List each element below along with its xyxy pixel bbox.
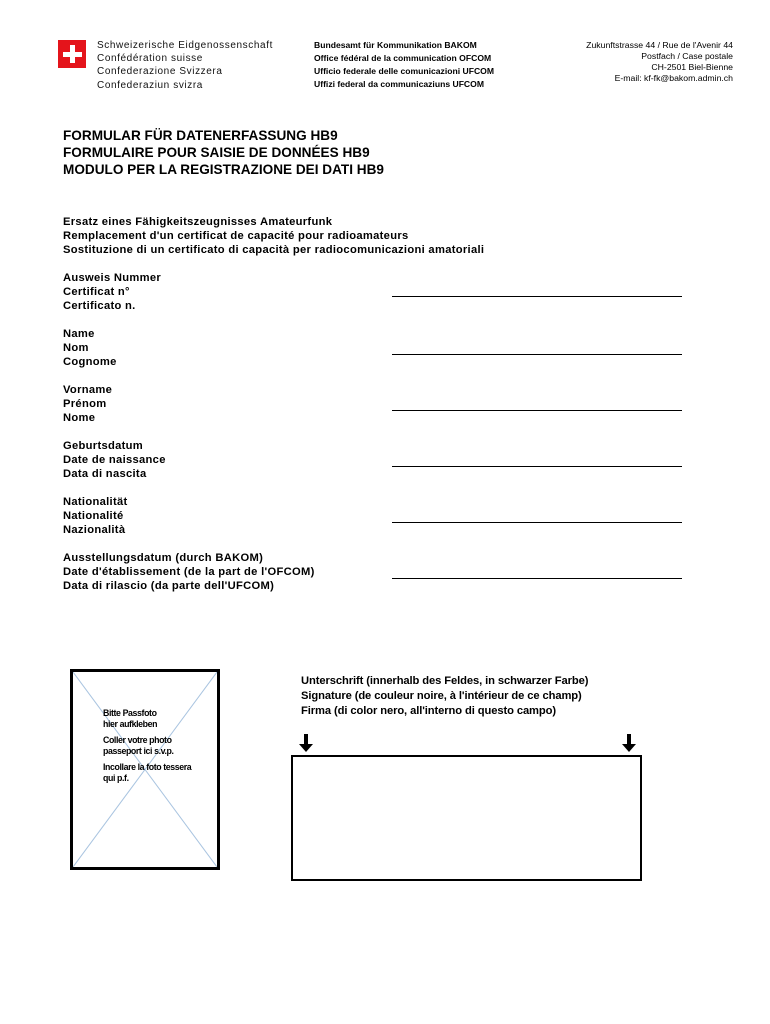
label-line: Ausstellungsdatum (durch BAKOM) [63,552,264,564]
office-address [586,40,733,84]
photo-instruction-it [103,762,191,783]
label-line: Cognome [63,356,117,368]
label-line: Date de naissance [63,454,166,466]
confederation-line: Confederaziun svizra [97,79,203,91]
label-line: Certificato n. [63,300,136,312]
label-line: Name [63,328,95,340]
title-line: MODULO PER LA REGISTRAZIONE DEI DATI HB9 [63,162,384,177]
confederation-name [97,39,273,92]
signature-instruction-line: Unterschrift (innerhalb des Feldes, in schwarzer Farbe) [301,675,589,687]
instruction-line: passeport ici s.v.p. [103,745,174,756]
confederation-line: Confederazione Svizzera [97,66,223,78]
subtitle-line: Sostituzione di un certificato di capacità per radiocomunicazioni amatoriali [63,244,485,256]
first-name-field[interactable] [392,410,682,411]
email-link[interactable]: E-mail: kf-fk@bakom.admin.ch [614,73,733,84]
address-line: Zukunftstrasse 44 / Rue de l'Avenir 44 [586,40,733,50]
label-line: Nome [63,412,96,424]
label-line: Vorname [63,384,113,396]
field-label-name [63,327,117,369]
label-line: Nationalité [63,510,124,522]
arrow-down-icon [620,733,638,753]
label-line: Nom [63,342,89,354]
label-line: Date d'établissement (de la part de l'OFCOM) [63,566,315,578]
office-line: Bundesamt für Kommunikation BAKOM [314,40,477,50]
issue-date-field[interactable] [392,578,682,579]
field-label-issue-date [63,551,315,593]
label-line: Certificat n° [63,286,130,298]
photo-instruction-fr [103,735,191,756]
instruction-line: Incollare la foto tessera [103,762,192,773]
title-line: FORMULAIRE POUR SAISIE DE DONNÉES HB9 [63,145,370,160]
subtitle-line: Ersatz eines Fähigkeitszeugnisses Amateurfunk [63,216,333,228]
field-label-certificate-number [63,271,161,313]
instruction-line: Bitte Passfoto [103,708,157,718]
confederation-line: Confédération suisse [97,53,203,65]
nationality-field[interactable] [392,522,682,523]
field-label-first-name [63,383,112,425]
form-subtitle [63,215,484,257]
arrow-down-icon [297,733,315,753]
address-line: CH-2501 Biel-Bienne [651,62,733,73]
field-label-birth-date [63,439,166,481]
signature-instructions [301,674,588,719]
title-line: FORMULAR FÜR DATENERFASSUNG HB9 [63,128,338,143]
instruction-line: hier aufkleben [103,718,158,729]
name-field[interactable] [392,354,682,355]
confederation-line: Schweizerische Eidgenossenschaft [97,40,273,51]
subtitle-line: Remplacement d'un certificat de capacité pour radioamateurs [63,230,409,242]
office-line: Uffizi federal da communicaziuns UFCOM [314,79,484,90]
photo-instructions [103,708,191,790]
certificate-number-field[interactable] [392,296,682,297]
instruction-line: qui p.f. [103,772,129,783]
label-line: Ausweis Nummer [63,272,162,284]
signature-instruction-line: Signature (de couleur noire, à l'intérieur de ce champ) [301,690,582,702]
label-line: Data di nascita [63,468,147,480]
office-line: Ufficio federale delle comunicazioni UFCOM [314,66,495,77]
photo-instruction-de [103,708,191,729]
swiss-cross-icon-bar [63,52,82,57]
address-line: Postfach / Case postale [641,51,733,62]
signature-box[interactable] [291,755,642,881]
office-name [314,39,494,91]
instruction-line: Coller votre photo [103,735,172,746]
signature-instruction-line: Firma (di color nero, all'interno di questo campo) [301,705,557,717]
field-label-nationality [63,495,128,537]
label-line: Geburtsdatum [63,440,144,452]
birth-date-field[interactable] [392,466,682,467]
label-line: Prénom [63,398,107,410]
label-line: Nationalität [63,496,128,508]
form-title [63,127,384,178]
label-line: Data di rilascio (da parte dell'UFCOM) [63,580,275,592]
label-line: Nazionalità [63,524,126,536]
office-line: Office fédéral de la communication OFCOM [314,53,492,64]
